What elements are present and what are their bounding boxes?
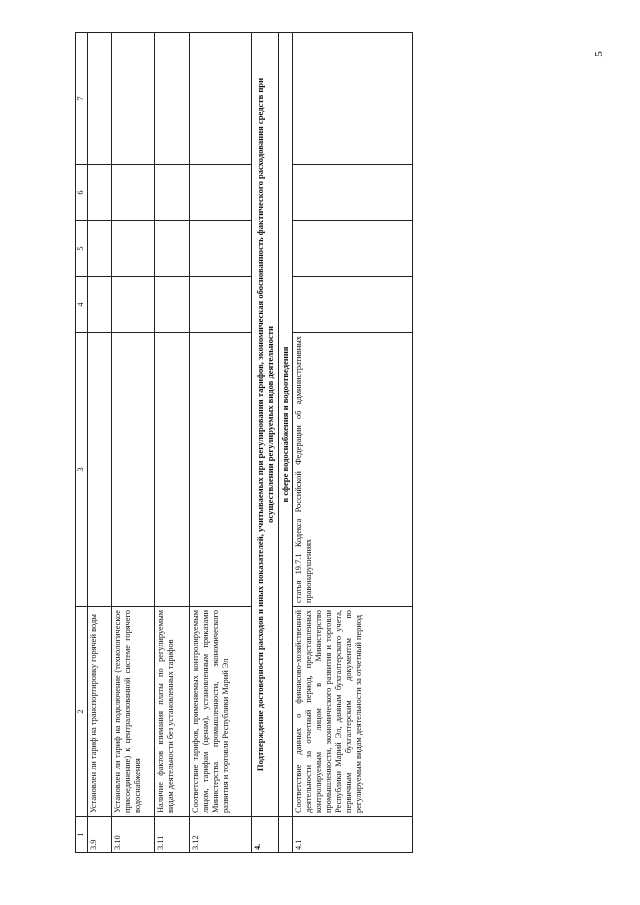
row-note <box>112 33 155 165</box>
row-note <box>190 33 252 165</box>
table-header-row <box>76 33 88 853</box>
row-answer-no <box>112 221 155 277</box>
row-note <box>293 33 413 165</box>
row-note <box>88 33 112 165</box>
header-col-6: 6 <box>76 165 88 221</box>
row-answer-yes <box>155 277 190 333</box>
row-basis <box>88 333 112 607</box>
header-col-2: 2 <box>76 607 88 817</box>
row-number: 3.11 <box>155 817 190 853</box>
table-frame <box>75 33 401 853</box>
row-number: 3.10 <box>112 817 155 853</box>
row-question: Соответствие данных о финансово-хозяйственной деятельности за отчетный период, представленных контролируемым лицом в Министерство промышленности, экономического развития и торговли Республики Марий Эл, данным бухгалтерского учета, первичным бухгалтерским документам по регулируемым видам деятельности за отчетный период <box>293 607 413 817</box>
row-answer-na <box>155 165 190 221</box>
row-question: Соответствие тарифов, применяемых контролируемым лицом, тарифам (ценам), установленным приказами Министерства промышленности, экономического развития и торговли Республики Марий Эл <box>190 607 252 817</box>
header-col-1: 1 <box>76 817 88 853</box>
row-answer-na <box>112 165 155 221</box>
row-note <box>155 33 190 165</box>
row-answer-na <box>88 165 112 221</box>
section-number: 4. <box>252 817 279 853</box>
row-basis <box>155 333 190 607</box>
row-answer-no <box>155 221 190 277</box>
checklist-table <box>75 32 413 853</box>
header-col-4: 4 <box>76 277 88 333</box>
section-subtitle-row <box>279 33 293 853</box>
row-answer-yes <box>190 277 252 333</box>
row-number: 3.12 <box>190 817 252 853</box>
header-col-3: 3 <box>76 333 88 607</box>
section-subtitle: в сфере водоснабжения и водоотведения <box>279 33 293 817</box>
row-basis: статья 19.7.1 Кодекса Российской Федерации об административных правонарушениях <box>293 333 413 607</box>
header-col-5: 5 <box>76 221 88 277</box>
section-row <box>252 33 279 853</box>
table-row <box>155 33 190 853</box>
row-question: Наличие фактов взимания платы по регулируемым видам деятельности без установленных тарифов <box>155 607 190 817</box>
row-number: 3.9 <box>88 817 112 853</box>
row-question: Установлен ли тариф на подключение (технологическое присоединение) к централизованной системе горячего водоснабжения <box>112 607 155 817</box>
table-row <box>112 33 155 853</box>
row-answer-na <box>190 165 252 221</box>
row-question: Установлен ли тариф на транспортировку горячей воды <box>88 607 112 817</box>
row-answer-yes <box>293 277 413 333</box>
page-number: 5 <box>592 51 605 57</box>
row-answer-no <box>190 221 252 277</box>
table-row <box>293 33 413 853</box>
row-answer-no <box>293 221 413 277</box>
header-col-7: 7 <box>76 33 88 165</box>
row-number: 4.1 <box>293 817 413 853</box>
table-row <box>190 33 252 853</box>
table-row <box>88 33 112 853</box>
row-answer-yes <box>88 277 112 333</box>
row-basis <box>112 333 155 607</box>
section-title: Подтверждение достоверности расходов и иных показателей, учитываемых при регулировании тарифов, экономическая обоснованность фактического расходования средств при осуществлении регулируемых видов деятельности <box>252 33 279 817</box>
row-basis <box>190 333 252 607</box>
row-answer-no <box>88 221 112 277</box>
row-answer-na <box>293 165 413 221</box>
rotated-page <box>75 33 401 853</box>
row-answer-yes <box>112 277 155 333</box>
